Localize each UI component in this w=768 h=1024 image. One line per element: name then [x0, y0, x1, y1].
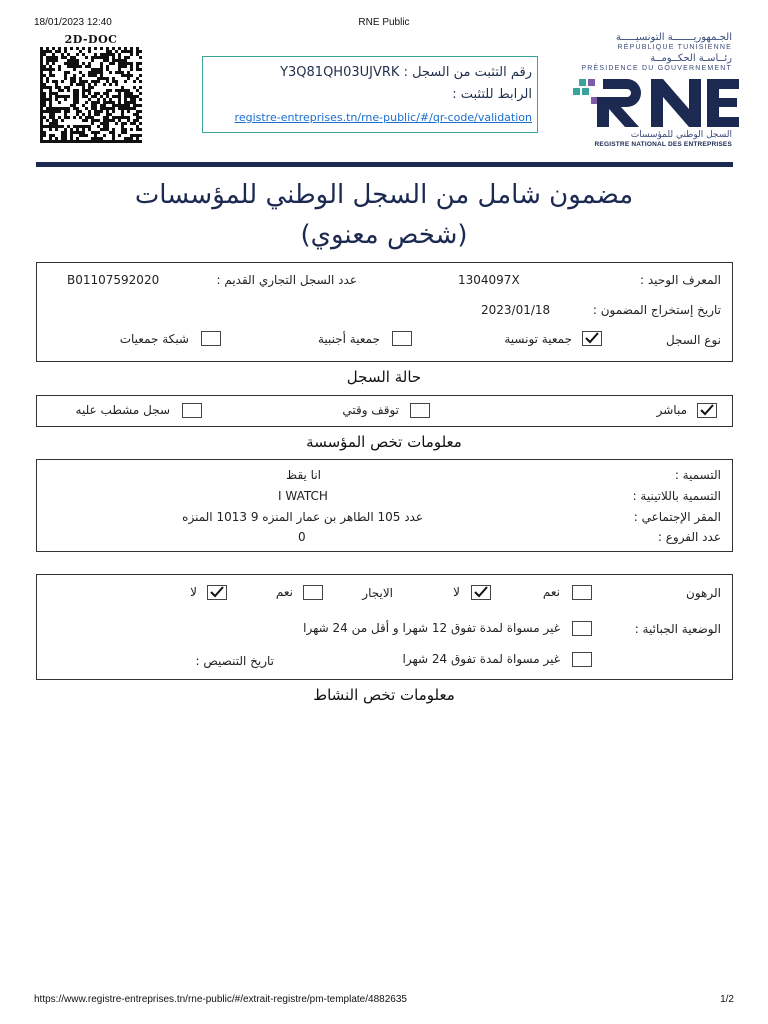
type-tunisian-checkbox[interactable] — [582, 331, 602, 346]
check-icon — [210, 586, 224, 599]
old-rc-label: عدد السجل التجاري القديم : — [216, 273, 357, 287]
pledges-label: الرهون — [686, 586, 721, 600]
check-icon — [474, 586, 488, 599]
tax-12-24-label: غير مسواة لمدة تفوق 12 شهرا و أقل من 24 شهرا — [303, 621, 560, 635]
presidency-ar: رئــاسـة الحكــومــة — [650, 53, 732, 64]
page-title: مضمون شامل من السجل الوطني للمؤسسات — [134, 180, 634, 210]
verification-code-label: رقم التثبت من السجل : — [403, 65, 532, 80]
status-struck-off-checkbox[interactable] — [182, 403, 202, 418]
verification-link-label: الرابط للتثبت : — [452, 87, 532, 102]
presidency-fr: PRÉSIDENCE DU GOUVERNEMENT — [581, 65, 732, 72]
lease-yes-label: نعم — [275, 585, 293, 599]
verification-box — [202, 56, 538, 133]
registry-info-box — [36, 262, 733, 362]
status-suspended-checkbox[interactable] — [410, 403, 430, 418]
registry-ar: السجل الوطني للمؤسسات — [630, 130, 732, 140]
status-active-label: مباشر — [656, 403, 687, 417]
lease-no-label: لا — [190, 585, 197, 599]
verification-link[interactable]: registre-entreprises.tn/rne-public/#/qr-code/validation — [234, 111, 532, 124]
org-address-label: المقر الإجتماعي : — [633, 510, 721, 524]
status-struck-off-label: سجل مشطب عليه — [75, 403, 170, 417]
org-latin-name-label: التسمية باللاتينية : — [632, 489, 721, 503]
tax-24-checkbox[interactable] — [572, 652, 592, 667]
type-foreign-checkbox[interactable] — [392, 331, 412, 346]
lease-yes-checkbox[interactable] — [303, 585, 323, 600]
rne-mark-icon — [573, 75, 739, 130]
status-active-checkbox[interactable] — [697, 403, 717, 418]
status-suspended-label: توقف وقتي — [342, 403, 399, 417]
install-date-label: تاريخ التنصيص : — [195, 654, 274, 668]
check-icon — [585, 332, 599, 345]
registry-fr: REGISTRE NATIONAL DES ENTREPRISES — [594, 141, 732, 148]
org-address-value: عدد 105 الطاهر بن عمار المنزه 9 1013 المنزه — [182, 510, 423, 524]
type-network-label: شبكة جمعيات — [119, 332, 189, 346]
print-footer-url: https://www.registre-entreprises.tn/rne-public/#/extrait-registre/pm-template/4882635 — [34, 994, 407, 1005]
registry-type-label: نوع السجل — [665, 333, 721, 347]
tax-12-24-checkbox[interactable] — [572, 621, 592, 636]
old-rc-value: B01107592020 — [67, 273, 160, 287]
tax-24-label: غير مسواة لمدة تفوق 24 شهرا — [402, 652, 560, 666]
org-name-value: انا يقظ — [286, 468, 321, 482]
rne-logo — [570, 30, 740, 152]
2d-doc-code — [40, 33, 142, 143]
datamatrix-icon — [40, 47, 142, 143]
extract-date-label: تاريخ إستخراج المضمون : — [592, 303, 721, 317]
pledges-yes-checkbox[interactable] — [572, 585, 592, 600]
org-info-box — [36, 459, 733, 552]
pledges-no-label: لا — [453, 585, 460, 599]
republic-fr: RÉPUBLIQUE TUNISIENNE — [617, 44, 732, 51]
lease-label: الايجار — [362, 586, 393, 600]
print-page-title: RNE Public — [358, 17, 410, 28]
type-tunisian-label: جمعية تونسية — [504, 332, 572, 346]
legal-status-box — [36, 574, 733, 680]
org-name-label: التسمية : — [674, 468, 721, 482]
tax-status-label: الوضعية الجبائية : — [634, 622, 721, 636]
lease-no-checkbox[interactable] — [207, 585, 227, 600]
print-datetime: 18/01/2023 12:40 — [34, 17, 112, 28]
activity-section-title: معلومات تخص النشاط — [313, 686, 455, 704]
verification-code-value: Y3Q81QH03UJVRK — [280, 65, 400, 80]
republic-ar: الجـمهوريـــــــة التونسيـــــة — [615, 32, 732, 43]
2d-doc-label: 2D-DOC — [64, 33, 118, 46]
status-box — [36, 395, 733, 427]
check-icon — [700, 404, 714, 417]
org-branches-label: عدد الفروع : — [657, 530, 721, 544]
type-network-checkbox[interactable] — [201, 331, 221, 346]
org-branches-value: 0 — [298, 530, 306, 544]
org-latin-name-value: I WATCH — [278, 489, 328, 503]
unique-id-label: المعرف الوحيد : — [640, 273, 721, 287]
unique-id-value: 1304097X — [458, 273, 520, 287]
print-page-number: 1/2 — [720, 994, 734, 1005]
pledges-no-checkbox[interactable] — [471, 585, 491, 600]
type-foreign-label: جمعية أجنبية — [317, 332, 380, 346]
org-section-title: معلومات تخص المؤسسة — [306, 433, 462, 451]
pledges-yes-label: نعم — [542, 585, 560, 599]
status-section-title: حالة السجل — [346, 368, 422, 386]
page-subtitle: (شخص معنوي) — [300, 220, 468, 250]
extract-date-value: 2023/01/18 — [481, 303, 551, 317]
header-divider — [36, 162, 733, 167]
